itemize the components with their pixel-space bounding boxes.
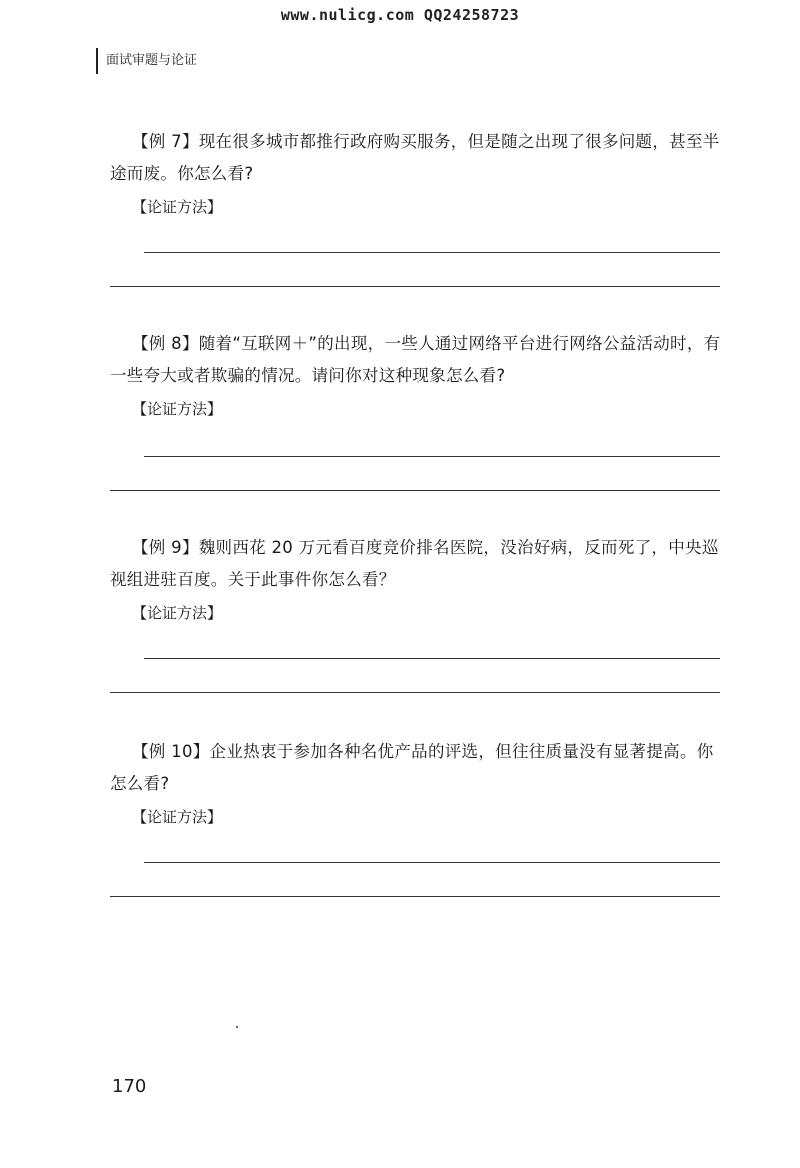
example-7	[110, 126, 722, 220]
answer-line	[144, 456, 720, 457]
answer-line	[110, 490, 720, 491]
answer-line	[110, 896, 720, 897]
argument-method-label: 【论证方法】	[132, 604, 223, 622]
watermark: www.nulicg.com QQ24258723	[280, 6, 520, 24]
example-10	[110, 736, 722, 830]
running-header: 面试审题与论证	[96, 48, 197, 74]
argument-method-label: 【论证方法】	[132, 400, 223, 418]
example-9	[110, 532, 722, 626]
answer-line	[110, 286, 720, 287]
argument-method-label: 【论证方法】	[132, 198, 223, 216]
argument-method-label: 【论证方法】	[132, 808, 223, 826]
scan-speck	[236, 1026, 238, 1028]
answer-line	[144, 862, 720, 863]
page-number: 170	[112, 1076, 147, 1097]
example-question: 【例 7】现在很多城市都推行政府购买服务，但是随之出现了很多问题，甚至半途而废。你怎么看?	[110, 132, 720, 183]
answer-line	[144, 658, 720, 659]
answer-line	[110, 692, 720, 693]
example-question: 【例 9】魏则西花 20 万元看百度竞价排名医院，没治好病，反而死了，中央巡视组进驻百度。关于此事件你怎么看？	[110, 538, 719, 589]
example-8	[110, 328, 722, 422]
answer-line	[144, 252, 720, 253]
example-question: 【例 10】企业热衷于参加各种名优产品的评选，但往往质量没有显著提高。你怎么看?	[110, 742, 714, 793]
example-question: 【例 8】随着“互联网＋”的出现，一些人通过网络平台进行网络公益活动时，有一些夸大或者欺骗的情况。请问你对这种现象怎么看?	[110, 334, 721, 385]
